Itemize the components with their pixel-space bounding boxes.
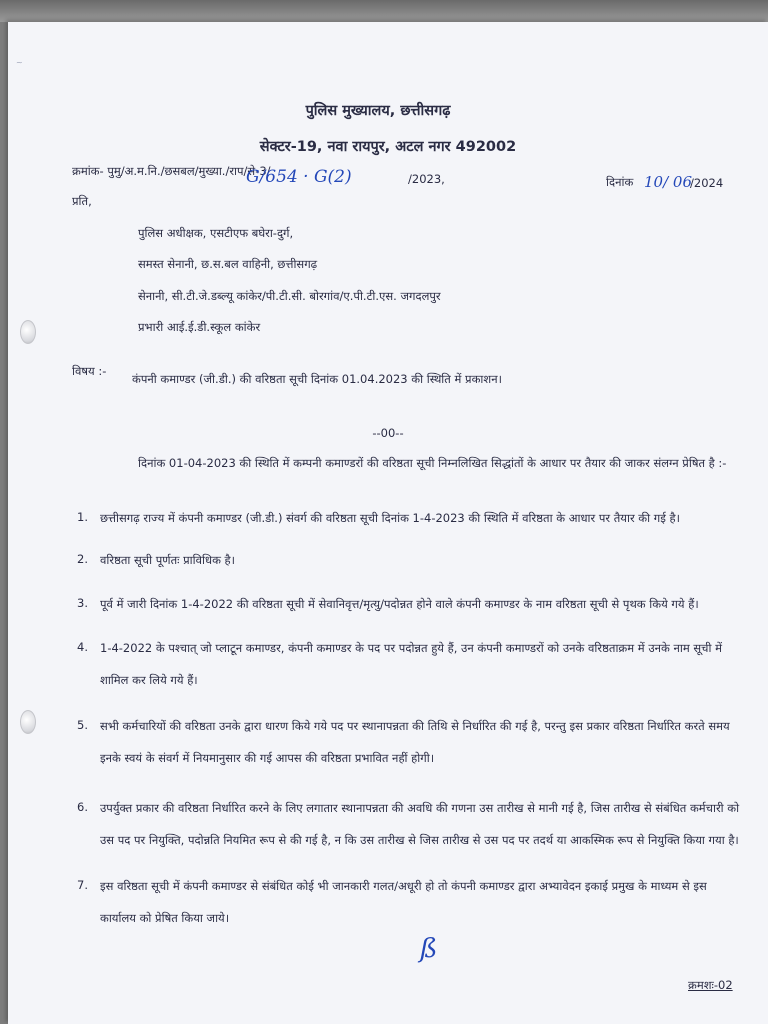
- reference-year: /2023,: [408, 172, 445, 186]
- punch-hole-top: [20, 320, 36, 344]
- recipient-line: पुलिस अधीक्षक, एसटीएफ बघेरा-दुर्ग,: [138, 226, 294, 240]
- point-text: 1-4-2022 के पश्चात् जो प्लाटून कमाण्डर, कंपनी कमाण्डर के पद पर पदोन्नत हुये हैं, उन कंपनी कमाण्डरों को उनके वरिष्ठताक्रम में उनके नाम सूची में शामिल कर लिये गये हैं।: [100, 641, 722, 687]
- date-handwritten: 10/ 06: [644, 173, 692, 191]
- margin-scribble: ~: [16, 58, 23, 67]
- divider: --00--: [372, 426, 404, 440]
- intro-paragraph: दिनांक 01-04-2023 की स्थिति में कम्पनी कमाण्डरों की वरिष्ठता सूची निम्नलिखित सिद्धांतों के आधार पर तैयार की जाकर संलग्न प्रेषित है :-: [138, 456, 727, 470]
- point-text: उपर्युक्त प्रकार की वरिष्ठता निर्धारित करने के लिए लगातार स्थानापन्नता की अवधि की गणना उस तारीख से मानी गई है, जिस तारीख से संबंधित कर्मचारी को उस पद पर नियुक्ति, पदोन्नति नियमित रूप से की गई है, न कि उस तारीख से जिस तारीख से उस पद पर तदर्थ या आकस्मिक रूप से नियुक्ति किया गया है।: [100, 801, 740, 847]
- point-text: छत्तीसगढ़ राज्य में कंपनी कमाण्डर (जी.डी.) संवर्ग की वरिष्ठता सूची दिनांक 1-4-2023 की स्थिति में वरिष्ठता के आधार पर तैयार की गई है।: [100, 511, 681, 525]
- subject-text: कंपनी कमाण्डर (जी.डी.) की वरिष्ठता सूची दिनांक 01.04.2023 की स्थिति में प्रकाशन।: [132, 372, 502, 386]
- document-page: [8, 22, 768, 1024]
- point-text: सभी कर्मचारियों की वरिष्ठता उनके द्वारा धारण किये गये पद पर स्थानापन्नता की तिथि से निर्धारित की गई है, परन्तु इस प्रकार वरिष्ठता निर्धारित करते समय इनके स्वयं के संवर्ग में नियमानुसार की गई आपस की वरिष्ठता प्रभावित नहीं होगी।: [100, 719, 730, 765]
- letterhead-office: पुलिस मुख्यालय, छत्तीसगढ़: [305, 103, 451, 119]
- point-number: 1.: [77, 510, 88, 524]
- point-number: 3.: [77, 596, 88, 610]
- date-label: दिनांक: [606, 175, 634, 189]
- date-year: /2024: [690, 176, 724, 190]
- point-text: वरिष्ठता सूची पूर्णतः प्राविधिक है।: [100, 553, 236, 567]
- punch-hole-bottom: [20, 710, 36, 734]
- point-number: 5.: [77, 718, 88, 732]
- reference-number: क्रमांक- पुमु/अ.म.नि./छसबल/मुख्या./राप/से-3/: [72, 164, 271, 178]
- point-text: पूर्व में जारी दिनांक 1-4-2022 की वरिष्ठता सूची में सेवानिवृत्त/मृत्यु/पदोन्नत होने वाले कंपनी कमाण्डर के नाम वरिष्ठता सूची से पृथक किये गये हैं।: [100, 597, 699, 611]
- letterhead-address: सेक्टर-19, नवा रायपुर, अटल नगर 492002: [259, 139, 517, 155]
- recipient-line: सेनानी, सी.टी.जे.डब्ल्यू कांकेर/पी.टी.सी. बोरगांव/ए.पी.टी.एस. जगदलपुर: [138, 289, 441, 303]
- point-number: 6.: [77, 800, 88, 814]
- point-number: 4.: [77, 640, 88, 654]
- signature: ß: [420, 934, 438, 964]
- subject-label: विषय :-: [72, 364, 107, 378]
- point-text: इस वरिष्ठता सूची में कंपनी कमाण्डर से संबंधित कोई भी जानकारी गलत/अधूरी हो तो कंपनी कमाण्डर द्वारा अभ्यावेदन इकाई प्रमुख के माध्यम से इस कार्यालय को प्रेषित किया जाये।: [100, 879, 707, 925]
- recipient-line: प्रभारी आई.ई.डी.स्कूल कांकेर: [138, 320, 261, 334]
- point-number: 7.: [77, 878, 88, 892]
- reference-handwritten: G/654 · G(2): [246, 167, 352, 187]
- point-number: 2.: [77, 552, 88, 566]
- recipient-line: समस्त सेनानी, छ.स.बल वाहिनी, छत्तीसगढ़: [138, 257, 318, 271]
- continued-marker: क्रमशः-02: [688, 978, 733, 992]
- to-label: प्रति,: [72, 194, 92, 208]
- scan-top-edge: [0, 0, 768, 22]
